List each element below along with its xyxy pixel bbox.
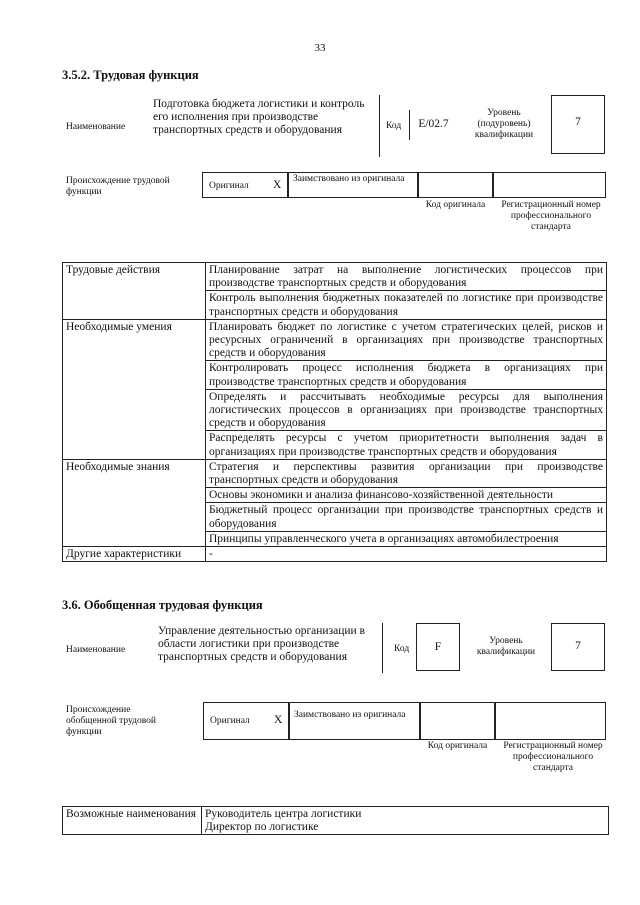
level-value: 7 [551,623,605,671]
positions-cell [202,807,609,835]
level-label: Уровень квалификации [476,636,536,657]
row-label: Трудовые действия [63,263,206,320]
table-row [63,807,609,835]
generalized-function-name-box [153,623,383,673]
position-item: Руководитель центра логистики [205,808,362,820]
skill: Определять и рассчитывать необходимые ресурсы для выполнения логистических процессов в организациях при производстве транспортных средств и оборудования [206,389,607,431]
name-label: Наименование [66,122,126,132]
original-label: Оригинал [209,181,249,191]
original-label: Оригинал [210,716,250,726]
knowledge-item: Бюджетный процесс организации при производстве транспортных средств и оборудования [206,503,607,531]
function-code: E/02.7 [409,110,457,140]
function-name-box [148,95,380,157]
code-original-box [420,702,495,740]
reg-number-box [493,172,606,198]
borrowed-label: Заимствовано из оригинала [289,702,420,740]
table-row [63,547,607,562]
generalized-function-code: F [416,623,460,671]
page-number: 33 [314,42,326,54]
positions-table [62,806,609,835]
other-value: - [206,547,607,562]
origin-label: Происхождение трудовой функции [66,176,170,197]
function-name: Подготовка бюджета логистики и контроль его исполнения при производстве транспортных средств и оборудования [153,98,365,136]
knowledge-item: Принципы управленческого учета в организациях автомобилестроения [206,531,607,546]
code-label: Код [386,121,402,131]
skill: Планировать бюджет по логистике с учетом стратегических целей, рисков и ресурсных ограничений в организациях при производстве транспортных средств и оборудования [206,319,607,361]
reg-number-label: Регистрационный номер профессионального стандарта [501,200,601,232]
borrowed-label: Заимствовано из оригинала [288,172,418,198]
row-label: Другие характеристики [63,547,206,562]
level-label: Уровень (подуровень) квалификации [474,108,534,140]
labor-function-table [62,262,607,562]
table-row [63,319,607,361]
code-original-label: Код оригинала [425,200,486,210]
original-cell [202,172,288,198]
section-heading-3-6: 3.6. Обобщенная трудовая функция [62,598,263,612]
labor-action: Контроль выполнения бюджетных показателей по логистике при производстве транспортных средств и оборудования [206,291,607,319]
code-original-box [418,172,493,198]
origin-label: Происхождение обобщенной трудовой функции [66,705,156,737]
original-cell [203,702,289,740]
table-row [63,263,607,291]
code-label: Код [394,644,410,654]
level-value: 7 [551,95,605,154]
original-mark: X [274,714,283,726]
code-original-label: Код оригинала [427,741,488,751]
knowledge-item: Стратегия и перспективы развития организации при производстве транспортных средств и оборудования [206,459,607,487]
section-heading-3-5-2: 3.5.2. Трудовая функция [62,68,199,82]
table-row [63,459,607,487]
position-item: Директор по логистике [205,821,319,834]
labor-action: Планирование затрат на выполнение логистических процессов при производстве транспортных средств и оборудования [206,263,607,291]
knowledge-item: Основы экономики и анализа финансово-хозяйственной деятельности [206,488,607,503]
row-label: Необходимые умения [63,319,206,459]
row-label: Возможные наименования [63,807,202,835]
skill: Контролировать процесс исполнения бюджета в организациях при производстве транспортных средств и оборудования [206,361,607,389]
reg-number-box [495,702,606,740]
skill: Распределять ресурсы с учетом приоритетности выполнения задач в организациях при производстве транспортных средств и оборудования [206,431,607,459]
original-mark: X [273,179,282,191]
reg-number-label: Регистрационный номер профессионального стандарта [503,741,603,773]
name-label: Наименование [66,645,126,655]
row-label: Необходимые знания [63,459,206,546]
generalized-function-name: Управление деятельностью организации в области логистики при производстве транспортных средств и оборудования [158,625,365,663]
